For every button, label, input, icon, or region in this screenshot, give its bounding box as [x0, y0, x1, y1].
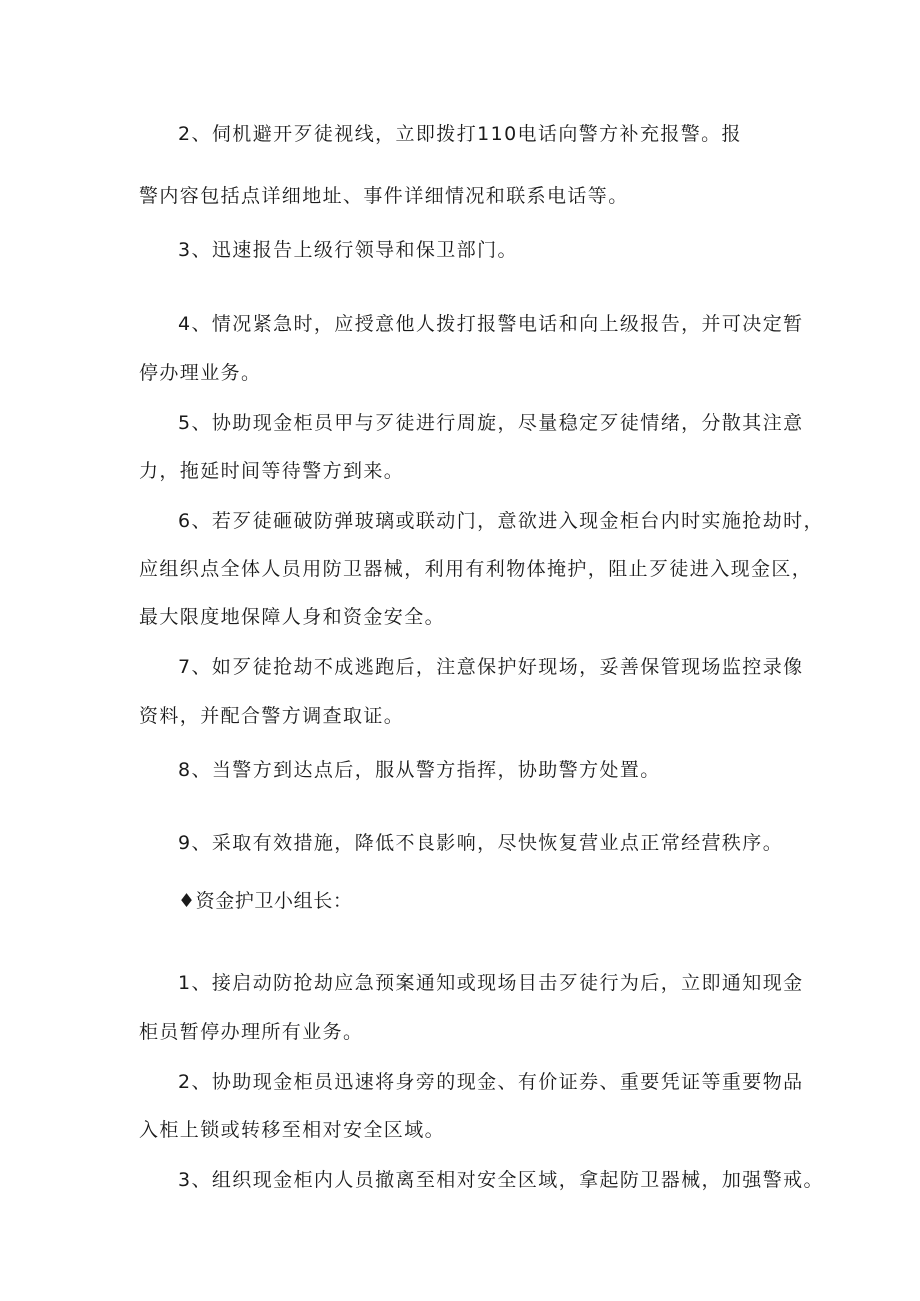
- paragraph-line: 5、协助现金柜员甲与歹徒进行周旋，尽量稳定歹徒情绪，分散其注意: [178, 412, 804, 434]
- paragraph-line: 停办理业务。: [139, 362, 262, 384]
- paragraph-line: 力，拖延时间等待警方到来。: [139, 460, 405, 482]
- paragraph-line: 警内容包括点详细地址、事件详细情况和联系电话等。: [139, 185, 629, 207]
- paragraph-line: 9、采取有效措施，降低不良影响，尽快恢复营业点正常经营秩序。: [178, 832, 784, 854]
- paragraph-line: 应组织点全体人员用防卫器械，利用有利物体掩护，阻止歹徒进入现金区，: [139, 558, 813, 580]
- paragraph-line: 4、情况紧急时，应授意他人拨打报警电话和向上级报告，并可决定暂: [178, 313, 804, 335]
- paragraph-line: 入柜上锁或转移至相对安全区域。: [139, 1119, 446, 1141]
- paragraph-line: 3、迅速报告上级行领导和保卫部门。: [178, 239, 518, 261]
- paragraph-line: 8、当警方到达点后，服从警方指挥，协助警方处置。: [178, 759, 661, 781]
- paragraph-line: 1、接启动防抢劫应急预案通知或现场目击歹徒行为后，立即通知现金: [178, 972, 804, 994]
- section-heading: ♦资金护卫小组长：: [178, 890, 353, 912]
- paragraph-line: 2、协助现金柜员迅速将身旁的现金、有价证券、重要凭证等重要物品: [178, 1071, 804, 1093]
- paragraph-line: 最大限度地保障人身和资金安全。: [139, 606, 446, 628]
- paragraph-line: 7、如歹徒抢劫不成逃跑后，注意保护好现场，妥善保管现场监控录像: [178, 656, 804, 678]
- paragraph-line: 3、组织现金柜内人员撤离至相对安全区域，拿起防卫器械，加强警戒。: [178, 1169, 824, 1191]
- paragraph-line: 2、伺机避开歹徒视线，立即拨打110电话向警方补充报警。报: [178, 123, 742, 145]
- paragraph-line: 6、若歹徒砸破防弹玻璃或联动门，意欲进入现金柜台内时实施抢劫时，: [178, 510, 824, 532]
- paragraph-line: 资料，并配合警方调查取证。: [139, 705, 405, 727]
- paragraph-line: 柜员暂停办理所有业务。: [139, 1021, 364, 1043]
